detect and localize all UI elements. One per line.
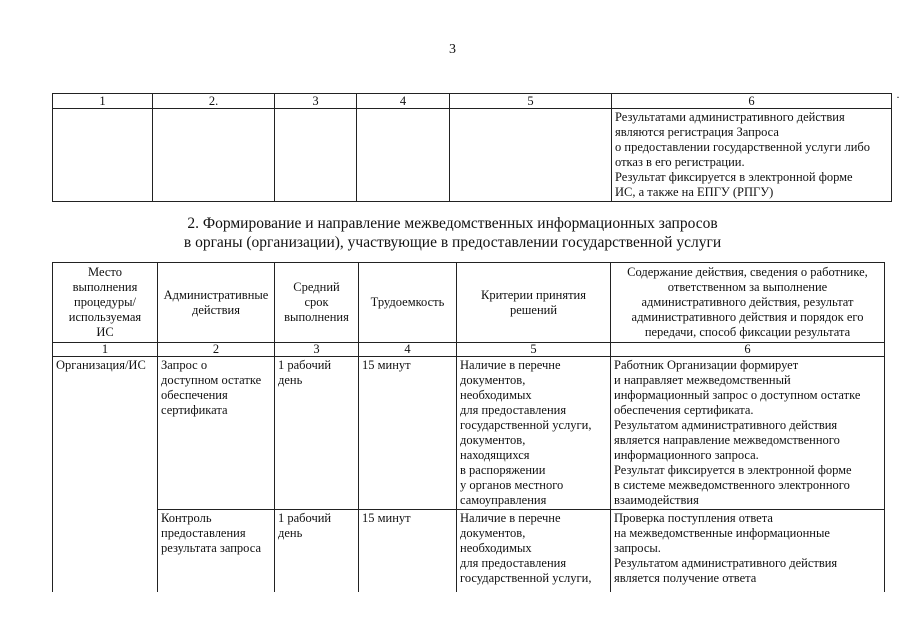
table-cell xyxy=(357,109,450,202)
action-cell xyxy=(158,357,275,510)
header-line: Трудоемкость xyxy=(370,295,445,309)
header-row xyxy=(53,263,885,343)
text-line: Работник Организации формирует xyxy=(614,358,799,372)
labor-cell: 15 минут xyxy=(359,510,457,593)
column-number: 3 xyxy=(275,94,357,109)
column-number: 2. xyxy=(153,94,275,109)
text-line: необходимых xyxy=(460,541,532,555)
page-number: 3 xyxy=(449,42,456,57)
column-number: 4 xyxy=(357,94,450,109)
text-line: самоуправления xyxy=(460,493,547,507)
header-line: срок xyxy=(304,295,329,309)
text-line: доступном остатке xyxy=(161,373,262,387)
labor-cell: 15 минут xyxy=(359,357,457,510)
table-row xyxy=(53,109,892,202)
criteria-cell xyxy=(457,510,611,593)
text-line: являются регистрация Запроса xyxy=(615,125,779,139)
table-cell xyxy=(53,109,153,202)
table-cell xyxy=(450,109,612,202)
header-line: процедуры/ xyxy=(74,295,136,309)
text-line: для предоставления xyxy=(460,403,567,417)
header-line: передачи, способ фиксации результата xyxy=(644,325,851,339)
header-line: Содержание действия, сведения о работнике, xyxy=(627,265,868,279)
text-line: 1 рабочий xyxy=(278,358,332,372)
content-cell xyxy=(611,357,885,510)
text-line: Результатом административного действия xyxy=(614,556,838,570)
text-line: обеспечения xyxy=(161,388,228,402)
text-line: Результат фиксируется в электронной форме xyxy=(615,170,853,184)
result-description-cell xyxy=(612,109,892,202)
header-line: используемая xyxy=(68,310,142,324)
section-title xyxy=(0,214,905,252)
text-line: о предоставлении государственной услуги либо xyxy=(615,140,871,154)
column-number: 5 xyxy=(457,343,611,357)
header-criteria xyxy=(457,263,611,343)
text-line: в системе межведомственного электронного xyxy=(614,478,850,492)
place-cell xyxy=(53,510,158,593)
place-cell: Организация/ИС xyxy=(53,357,158,510)
header-line: административного действия, результат xyxy=(641,295,854,309)
column-number: 1 xyxy=(53,343,158,357)
procedures-table xyxy=(52,262,885,592)
header-line: ответственном за выполнение xyxy=(667,280,828,294)
header-line: выполнения xyxy=(284,310,349,324)
header-line: выполнения xyxy=(72,280,138,294)
text-line: 1 рабочий xyxy=(278,511,332,525)
text-line: документов, xyxy=(460,433,526,447)
header-actions xyxy=(158,263,275,343)
text-line: Результатом административного действия xyxy=(614,418,838,432)
duration-cell xyxy=(275,357,359,510)
table-cell xyxy=(153,109,275,202)
text-line: является направление межведомственного xyxy=(614,433,840,447)
text-line: государственной услуги, xyxy=(460,418,592,432)
text-line: Контроль xyxy=(161,511,212,525)
column-number-row xyxy=(53,94,892,109)
header-labor xyxy=(359,263,457,343)
text-line: является получение ответа xyxy=(614,571,757,585)
header-line: административного действия и порядок его xyxy=(631,310,864,324)
column-number: 2 xyxy=(158,343,275,357)
table-cell xyxy=(275,109,357,202)
text-line: находящихся xyxy=(460,448,530,462)
text-line: у органов местного xyxy=(460,478,564,492)
column-number: 4 xyxy=(359,343,457,357)
header-line: Место xyxy=(88,265,122,279)
header-line: решений xyxy=(509,302,558,317)
column-number-row xyxy=(53,343,885,357)
column-number: 5 xyxy=(450,94,612,109)
text-line: и направляет межведомственный xyxy=(614,373,791,387)
text-line: сертификата xyxy=(161,403,228,417)
content-cell xyxy=(611,510,885,593)
text-line: Результатами административного действия xyxy=(615,110,845,124)
header-line: ИС xyxy=(96,325,114,339)
header-line: Критерии принятия xyxy=(480,287,586,302)
text-line: обеспечения сертификата. xyxy=(614,403,754,417)
text-line: Результат фиксируется в электронной форме xyxy=(614,463,852,477)
action-cell xyxy=(158,510,275,593)
header-line: действия xyxy=(192,302,240,317)
text-line: запросы. xyxy=(614,541,661,555)
text-line: информационного запроса. xyxy=(614,448,759,462)
text-line: Запрос о xyxy=(161,358,208,372)
header-content xyxy=(611,263,885,343)
text-line: результата запроса xyxy=(161,541,261,555)
text-line: документов, xyxy=(460,526,526,540)
column-number: 6 xyxy=(611,343,885,357)
table-row xyxy=(53,357,885,510)
column-number: 1 xyxy=(53,94,153,109)
text-line: Проверка поступления ответа xyxy=(614,511,773,525)
text-line: день xyxy=(278,373,303,387)
text-line: день xyxy=(278,526,303,540)
text-line: Наличие в перечне xyxy=(460,511,561,525)
section-title-line: 2. Формирование и направление межведомственных информационных запросов xyxy=(187,215,718,232)
text-line: ИС, а также на ЕПГУ (РПГУ) xyxy=(615,185,774,199)
text-line: документов, xyxy=(460,373,526,387)
text-line: отказ в его регистрации. xyxy=(615,155,745,169)
text-line: государственной услуги, xyxy=(460,571,592,585)
header-place xyxy=(53,263,158,343)
margin-mark: · xyxy=(896,90,900,104)
text-line: Наличие в перечне xyxy=(460,358,561,372)
column-number: 6 xyxy=(612,94,892,109)
section-title-line: в органы (организации), участвующие в предоставлении государственной услуги xyxy=(183,234,722,251)
duration-cell xyxy=(275,510,359,593)
header-duration xyxy=(275,263,359,343)
criteria-cell xyxy=(457,357,611,510)
text-line: информационный запрос о доступном остатке xyxy=(614,388,861,402)
header-line: Административные xyxy=(163,287,269,302)
continuation-table xyxy=(52,93,892,202)
text-line: для предоставления xyxy=(460,556,567,570)
text-line: на межведомственные информационные xyxy=(614,526,830,540)
column-number: 3 xyxy=(275,343,359,357)
text-line: взаимодействия xyxy=(614,493,699,507)
text-line: предоставления xyxy=(161,526,246,540)
text-line: в распоряжении xyxy=(460,463,546,477)
text-line: необходимых xyxy=(460,388,532,402)
header-line: Средний xyxy=(293,280,340,294)
table-row xyxy=(53,510,885,593)
